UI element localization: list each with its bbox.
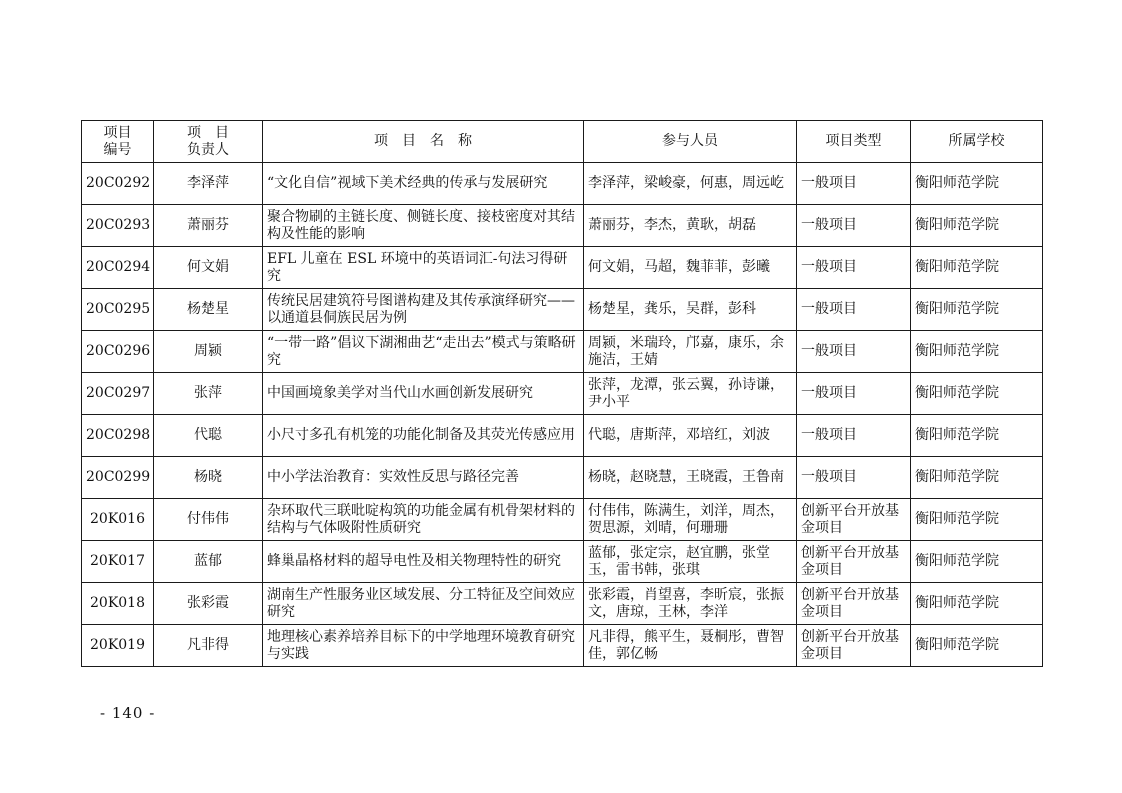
cell-project-code: 20C0299 (82, 457, 154, 499)
cell-project-leader: 付伟伟 (154, 499, 263, 541)
cell-project-code: 20C0294 (82, 247, 154, 289)
cell-participants: 付伟伟，陈满生，刘洋，周杰，贺思源，刘晴，何珊珊 (584, 499, 797, 541)
cell-project-code: 20C0293 (82, 205, 154, 247)
cell-project-leader: 代聪 (154, 415, 263, 457)
cell-project-type: 一般项目 (797, 331, 911, 373)
cell-school: 衡阳师范学院 (911, 583, 1043, 625)
header-row (82, 121, 1043, 163)
cell-school: 衡阳师范学院 (911, 331, 1043, 373)
header-project-name: 项 目 名 称 (263, 121, 584, 163)
cell-participants: 张彩霞，肖望喜，李昕宸，张振文，唐琼，王林，李洋 (584, 583, 797, 625)
cell-project-name: 蜂巢晶格材料的超导电性及相关物理特性的研究 (263, 541, 584, 583)
cell-participants: 李泽萍，梁峻豪，何惠，周远屹 (584, 163, 797, 205)
table-row (82, 625, 1043, 667)
table-row (82, 289, 1043, 331)
cell-school: 衡阳师范学院 (911, 625, 1043, 667)
cell-project-leader: 周颍 (154, 331, 263, 373)
cell-project-name: 聚合物刷的主链长度、侧链长度、接枝密度对其结构及性能的影响 (263, 205, 584, 247)
cell-project-name: 中国画境象美学对当代山水画创新发展研究 (263, 373, 584, 415)
cell-project-code: 20C0296 (82, 331, 154, 373)
cell-project-type: 创新平台开放基金项目 (797, 541, 911, 583)
cell-project-leader: 何文娟 (154, 247, 263, 289)
cell-project-code: 20C0292 (82, 163, 154, 205)
cell-participants: 周颍，米瑞玲，邝嘉，康乐，余施洁，王婧 (584, 331, 797, 373)
cell-school: 衡阳师范学院 (911, 415, 1043, 457)
cell-project-type: 创新平台开放基金项目 (797, 625, 911, 667)
cell-project-type: 创新平台开放基金项目 (797, 499, 911, 541)
cell-project-name: “文化自信”视域下美术经典的传承与发展研究 (263, 163, 584, 205)
cell-project-name: “一带一路”倡议下湖湘曲艺“走出去”模式与策略研究 (263, 331, 584, 373)
cell-project-leader: 杨楚星 (154, 289, 263, 331)
header-project-leader: 项 目 负责人 (154, 121, 263, 163)
table-row (82, 583, 1043, 625)
cell-project-name: 中小学法治教育：实效性反思与路径完善 (263, 457, 584, 499)
cell-participants: 何文娟，马超，魏菲菲，彭曦 (584, 247, 797, 289)
cell-project-name: 地理核心素养培养目标下的中学地理环境教育研究与实践 (263, 625, 584, 667)
cell-project-leader: 杨晓 (154, 457, 263, 499)
cell-participants: 杨晓，赵晓慧，王晓霞，王鲁南 (584, 457, 797, 499)
cell-school: 衡阳师范学院 (911, 289, 1043, 331)
cell-school: 衡阳师范学院 (911, 373, 1043, 415)
cell-project-leader: 张彩霞 (154, 583, 263, 625)
table-body (82, 163, 1043, 667)
cell-project-type: 一般项目 (797, 415, 911, 457)
cell-school: 衡阳师范学院 (911, 205, 1043, 247)
page-number: - 140 - (100, 704, 156, 722)
header-project-type: 项目类型 (797, 121, 911, 163)
cell-project-type: 一般项目 (797, 163, 911, 205)
project-table (81, 120, 1043, 667)
cell-project-code: 20C0298 (82, 415, 154, 457)
cell-school: 衡阳师范学院 (911, 247, 1043, 289)
table-row (82, 205, 1043, 247)
cell-school: 衡阳师范学院 (911, 541, 1043, 583)
cell-project-type: 一般项目 (797, 247, 911, 289)
cell-participants: 代聪，唐斯萍，邓培红，刘波 (584, 415, 797, 457)
cell-project-leader: 蓝郁 (154, 541, 263, 583)
table-row (82, 331, 1043, 373)
table-row (82, 247, 1043, 289)
header-participants: 参与人员 (584, 121, 797, 163)
cell-project-type: 一般项目 (797, 289, 911, 331)
header-project-code: 项目 编号 (82, 121, 154, 163)
cell-project-name: EFL 儿童在 ESL 环境中的英语词汇-句法习得研究 (263, 247, 584, 289)
table-row (82, 541, 1043, 583)
cell-project-code: 20C0295 (82, 289, 154, 331)
cell-project-name: 传统民居建筑符号图谱构建及其传承演绎研究——以通道县侗族民居为例 (263, 289, 584, 331)
cell-project-leader: 张萍 (154, 373, 263, 415)
header-school: 所属学校 (911, 121, 1043, 163)
table-row (82, 163, 1043, 205)
cell-project-code: 20K019 (82, 625, 154, 667)
cell-project-code: 20C0297 (82, 373, 154, 415)
cell-project-type: 一般项目 (797, 373, 911, 415)
table-row (82, 415, 1043, 457)
cell-project-name: 小尺寸多孔有机笼的功能化制备及其荧光传感应用 (263, 415, 584, 457)
cell-school: 衡阳师范学院 (911, 163, 1043, 205)
cell-project-code: 20K017 (82, 541, 154, 583)
cell-project-type: 创新平台开放基金项目 (797, 583, 911, 625)
cell-project-name: 湖南生产性服务业区域发展、分工特征及空间效应研究 (263, 583, 584, 625)
cell-project-code: 20K018 (82, 583, 154, 625)
cell-school: 衡阳师范学院 (911, 457, 1043, 499)
cell-participants: 凡非得，熊平生，聂桐彤，曹智佳，郭亿畅 (584, 625, 797, 667)
cell-project-type: 一般项目 (797, 205, 911, 247)
cell-participants: 杨楚星，龚乐，吴群，彭科 (584, 289, 797, 331)
cell-project-leader: 李泽萍 (154, 163, 263, 205)
table-row (82, 373, 1043, 415)
cell-school: 衡阳师范学院 (911, 499, 1043, 541)
cell-project-leader: 凡非得 (154, 625, 263, 667)
cell-participants: 张萍，龙潭，张云翼，孙诗谦，尹小平 (584, 373, 797, 415)
cell-project-code: 20K016 (82, 499, 154, 541)
cell-project-leader: 萧丽芬 (154, 205, 263, 247)
table-header (82, 121, 1043, 163)
table-row (82, 457, 1043, 499)
table-row (82, 499, 1043, 541)
cell-project-type: 一般项目 (797, 457, 911, 499)
cell-project-name: 杂环取代三联吡啶构筑的功能金属有机骨架材料的结构与气体吸附性质研究 (263, 499, 584, 541)
cell-participants: 蓝郁，张定宗，赵宜鹏，张堂玉，雷书韩，张琪 (584, 541, 797, 583)
cell-participants: 萧丽芬，李杰，黄耿，胡磊 (584, 205, 797, 247)
